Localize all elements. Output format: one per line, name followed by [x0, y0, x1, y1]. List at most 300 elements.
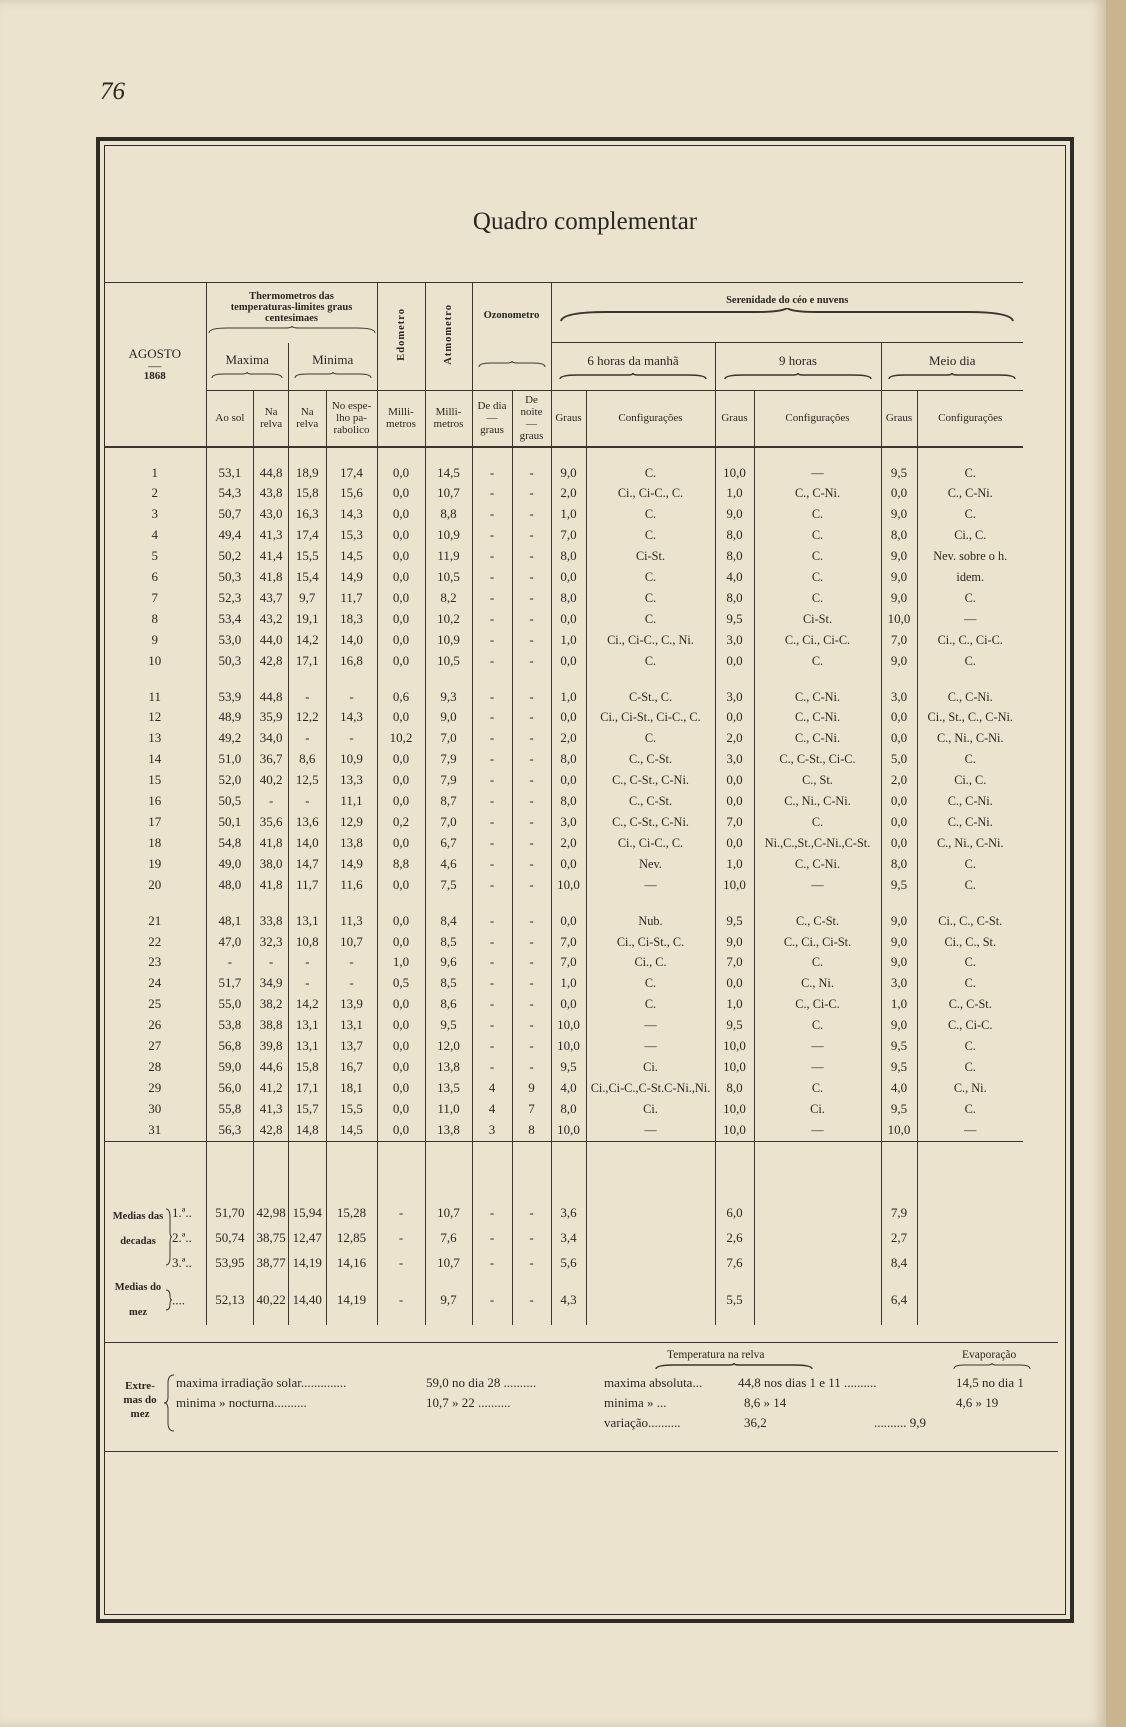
config-9h-cell: C., C-Ni. [754, 707, 881, 728]
mean-ozono-noite-cell: - [512, 1250, 551, 1275]
graus-6h-cell: 8,0 [551, 588, 586, 609]
de-noite-header [512, 391, 551, 447]
max-ao-sol-cell: 59,0 [206, 1057, 254, 1078]
mean-graus-6h-cell: 3,6 [551, 1200, 586, 1225]
max-na-relva-cell: 44,6 [254, 1057, 289, 1078]
config-9h-cell: C. [754, 588, 881, 609]
table-row [104, 525, 1023, 546]
graus-6h-cell: 7,0 [551, 525, 586, 546]
config-6h-cell: — [586, 1120, 715, 1141]
meio-dia-header [881, 343, 1023, 391]
page-title: Quadro complementar [472, 208, 698, 235]
mean-min-espelho-cell: 14,16 [326, 1250, 377, 1275]
atmometro-cell: 10,5 [425, 567, 472, 588]
spacer-cell [754, 896, 881, 911]
max-ao-sol-cell: 52,0 [206, 770, 254, 791]
graus-6h-cell: 0,0 [551, 609, 586, 630]
graus-md-cell: 9,0 [881, 546, 917, 567]
spacer-cell [586, 447, 715, 463]
graus-6h-cell: 1,0 [551, 973, 586, 994]
min-na-relva-cell: 19,1 [288, 609, 326, 630]
mean-graus-md-cell: 6,4 [881, 1275, 917, 1325]
config-9h-cell: C., C-Ni. [754, 728, 881, 749]
config-6h-cell: C. [586, 651, 715, 672]
graus-9h-cell: 10,0 [715, 1036, 754, 1057]
atmometro-cell: 9,0 [425, 707, 472, 728]
min-na-relva-cell: 13,1 [288, 911, 326, 932]
config-6h-cell: C., C-St. [586, 749, 715, 770]
mean-min-na-relva-cell: 14,40 [288, 1275, 326, 1325]
min-na-relva-cell: 12,2 [288, 707, 326, 728]
evaporacao-header: Evaporação [962, 1349, 1017, 1361]
min-na-relva-cell: - [288, 973, 326, 994]
graus-md-cell: 9,0 [881, 952, 917, 973]
graus-md-cell: 5,0 [881, 749, 917, 770]
table-row [104, 973, 1023, 994]
spacer-cell [917, 896, 1023, 911]
graus-6h-cell: 0,0 [551, 854, 586, 875]
ozono-dia-cell: - [472, 812, 512, 833]
config-md-cell: C., Ni., C-Ni. [917, 833, 1023, 854]
mean-edometro-cell: - [377, 1250, 425, 1275]
table-row [104, 854, 1023, 875]
mean-config-6h-cell [586, 1250, 715, 1275]
h6-header [551, 343, 715, 391]
min-espelho-cell: 18,1 [326, 1078, 377, 1099]
day-cell: 10 [148, 652, 162, 668]
ext-l2-a: minima » nocturna.......... [176, 1395, 307, 1410]
table-row [104, 483, 1023, 504]
config-md-cell: C., C-Ni. [917, 791, 1023, 812]
config-6h-cell: C., C-St., C-Ni. [586, 770, 715, 791]
atmometro-cell: 10,9 [425, 630, 472, 651]
mean-min-na-relva-cell: 15,94 [288, 1200, 326, 1225]
graus-9h-cell: 0,0 [715, 833, 754, 854]
graus-6h-cell: 10,0 [551, 875, 586, 896]
day-cell: 11 [148, 688, 162, 704]
graus-md-cell: 0,0 [881, 833, 917, 854]
ozono-noite-cell: - [512, 1015, 551, 1036]
table-row [104, 463, 1023, 484]
h6-label: 6 horas da manhã [587, 352, 679, 368]
mean-config-9h-cell [754, 1275, 881, 1325]
graus-md-cell: 9,5 [881, 875, 917, 896]
mean-graus-9h-cell: 6,0 [715, 1200, 754, 1225]
table-row [104, 1015, 1023, 1036]
atmometro-cell: 7,9 [425, 770, 472, 791]
ozonometro-header [472, 283, 551, 391]
day-cell: 2 [151, 485, 158, 501]
spacer-cell [472, 1141, 512, 1200]
edometro-cell: 0,5 [377, 973, 425, 994]
config-6h-cell: Ci., Ci-C., C. [586, 483, 715, 504]
graus-9h-cell: 10,0 [715, 463, 754, 484]
max-ao-sol-cell: 48,1 [206, 911, 254, 932]
max-na-relva-cell: 41,8 [254, 875, 289, 896]
config-6h-cell: C. [586, 609, 715, 630]
graus-9h-cell: 0,0 [715, 707, 754, 728]
atmometro-cell: 9,3 [425, 687, 472, 708]
spacer-cell [425, 447, 472, 463]
day-cell: 13 [148, 730, 162, 746]
atmometro-cell: 8,7 [425, 791, 472, 812]
config-6h-cell: C. [586, 973, 715, 994]
table-row [104, 609, 1023, 630]
config-md-cell: C. [917, 973, 1023, 994]
ozono-dia-cell: - [472, 854, 512, 875]
config-9h-cell: C., C-Ni. [754, 483, 881, 504]
graus-6h-cell: 8,0 [551, 1099, 586, 1120]
min-espelho-cell: 15,3 [326, 525, 377, 546]
table-row [104, 1078, 1023, 1099]
brace-icon [293, 372, 373, 380]
min-na-relva-cell: - [288, 728, 326, 749]
spacer-cell [104, 896, 206, 911]
atmometro-cell: 8,5 [425, 932, 472, 953]
graus-6h-cell: 8,0 [551, 546, 586, 567]
config-6h-cell: C. [586, 567, 715, 588]
max-ao-sol-cell: 54,8 [206, 833, 254, 854]
ozono-noite-cell: - [512, 973, 551, 994]
edometro-cell: 0,0 [377, 1099, 425, 1120]
min-espelho-cell: 10,7 [326, 932, 377, 953]
table-row [104, 651, 1023, 672]
config-md-cell: C., C-Ni. [917, 483, 1023, 504]
atmometro-cell: 8,8 [425, 504, 472, 525]
config-md-cell: C. [917, 1036, 1023, 1057]
atmometro-cell: 13,8 [425, 1120, 472, 1141]
min-na-relva-cell: 11,7 [288, 875, 326, 896]
config-6h-cell: Ci., Ci-St., Ci-C., C. [586, 707, 715, 728]
config-md-cell: C. [917, 854, 1023, 875]
max-ao-sol-cell: 56,3 [206, 1120, 254, 1141]
config-6h-cell: Ci., Ci-C., C. [586, 833, 715, 854]
de-noite-label: De noite [520, 394, 543, 419]
min-espelho-cell: 13,8 [326, 833, 377, 854]
edometro-cell: 0,0 [377, 932, 425, 953]
graus-9h-cell: 3,0 [715, 687, 754, 708]
spacer-cell [512, 1141, 551, 1200]
config-9h-cell: — [754, 875, 881, 896]
graus-md-cell: 9,5 [881, 1057, 917, 1078]
spacer-cell [254, 447, 289, 463]
atmometro-cell: 8,2 [425, 588, 472, 609]
min-espelho-cell: - [326, 687, 377, 708]
day-cell: 26 [148, 1017, 162, 1033]
config-9h-cell: C. [754, 952, 881, 973]
ext-l3-d: 36,2 [744, 1415, 767, 1430]
brace-icon [558, 373, 708, 381]
spacer-cell [715, 447, 754, 463]
min-espelho-cell: 14,3 [326, 504, 377, 525]
mean-ozono-dia-cell: - [472, 1250, 512, 1275]
atmometro-label: Atmometro [443, 304, 454, 365]
mean-graus-md-cell: 2,7 [881, 1225, 917, 1250]
config-9h-cell: Ci-St. [754, 609, 881, 630]
min-espelho-cell: - [326, 952, 377, 973]
thermo-label: Thermometros das temperaturas-limites graus centesimaes [230, 291, 353, 325]
min-na-relva-cell: 15,4 [288, 567, 326, 588]
config-6h-cell: Nev. [586, 854, 715, 875]
max-ao-sol-cell: 49,0 [206, 854, 254, 875]
mean-graus-9h-cell: 5,5 [715, 1275, 754, 1325]
table-row [104, 812, 1023, 833]
day-cell: 5 [151, 548, 158, 564]
ozono-noite-cell: - [512, 567, 551, 588]
graus-md-cell: 8,0 [881, 854, 917, 875]
min-na-relva-cell: 12,5 [288, 770, 326, 791]
edometro-cell: 0,0 [377, 994, 425, 1015]
mean-config-md-cell [917, 1250, 1023, 1275]
day-cell: 22 [148, 933, 162, 949]
spacer-cell [586, 1141, 715, 1200]
brace-icon [164, 1294, 172, 1305]
graus-9h-cell: 2,0 [715, 728, 754, 749]
min-espelho-cell: 18,3 [326, 609, 377, 630]
ozono-noite-cell: - [512, 630, 551, 651]
graus-md-cell: 9,5 [881, 1099, 917, 1120]
spacer-cell [754, 1141, 881, 1200]
max-na-relva-cell: 36,7 [254, 749, 289, 770]
spacer-cell [881, 672, 917, 687]
config-md-header: Configurações [917, 391, 1023, 447]
spacer-row [104, 1141, 1023, 1200]
min-na-relva-cell: 14,7 [288, 854, 326, 875]
brace-icon [723, 373, 873, 381]
dash: — [526, 418, 537, 431]
config-6h-cell: Ci.,Ci-C.,C-St.C-Ni.,Ni. [586, 1078, 715, 1099]
graus-md-cell: 9,0 [881, 588, 917, 609]
ozonometro-label: Ozonometro [483, 310, 540, 321]
mean-config-md-cell [917, 1275, 1023, 1325]
config-md-cell: Ci., C. [917, 770, 1023, 791]
mean-atmometro-cell: 7,6 [425, 1225, 472, 1250]
ext-l2-e: 4,6 » 19 [956, 1395, 999, 1410]
mez-dots: .... [172, 1292, 185, 1308]
table-row [104, 1099, 1023, 1120]
mez-label: Medias do mez [114, 1281, 162, 1318]
atmometro-cell: 6,7 [425, 833, 472, 854]
min-na-relva-cell: 17,1 [288, 651, 326, 672]
ozono-noite-cell: - [512, 854, 551, 875]
spacer-cell [881, 896, 917, 911]
config-9h-cell: C., C-St., Ci-C. [754, 749, 881, 770]
min-espelho-cell: 11,7 [326, 588, 377, 609]
edometro-cell: 0,0 [377, 749, 425, 770]
mean-config-6h-cell [586, 1275, 715, 1325]
graus-9h-cell: 1,0 [715, 854, 754, 875]
graus-9h-cell: 7,0 [715, 952, 754, 973]
mean-row [104, 1275, 1023, 1325]
config-md-cell: Ci., C. [917, 525, 1023, 546]
spacer-cell [254, 672, 289, 687]
ozono-dia-cell: - [472, 1015, 512, 1036]
edometro-cell: 0,2 [377, 812, 425, 833]
config-9h-cell: C. [754, 1015, 881, 1036]
maxima-label: Maxima [225, 352, 269, 368]
max-na-relva-cell: 38,2 [254, 994, 289, 1015]
config-md-cell: C. [917, 952, 1023, 973]
ozono-dia-cell: - [472, 483, 512, 504]
graus-md-cell: 0,0 [881, 812, 917, 833]
mean-atmometro-cell: 9,7 [425, 1275, 472, 1325]
ozono-dia-cell: - [472, 525, 512, 546]
graus-6h-cell: 2,0 [551, 833, 586, 854]
atmometro-cell: 7,9 [425, 749, 472, 770]
config-6h-cell: Ci-St. [586, 546, 715, 567]
mean-max-ao-sol-cell: 51,70 [206, 1200, 254, 1225]
min-na-relva-cell: 14,8 [288, 1120, 326, 1141]
config-9h-cell: Ni.,C.,St.,C-Ni.,C-St. [754, 833, 881, 854]
ozono-noite-cell: - [512, 994, 551, 1015]
min-na-relva-cell: 10,8 [288, 932, 326, 953]
graus-6h-cell: 0,0 [551, 567, 586, 588]
mean-max-ao-sol-cell: 53,95 [206, 1250, 254, 1275]
config-9h-cell: C., Ci., Ci-St. [754, 932, 881, 953]
max-ao-sol-cell: 53,0 [206, 630, 254, 651]
table-row [104, 707, 1023, 728]
brace-icon [477, 361, 547, 369]
extremes-label: Extre-mas do mez [123, 1380, 157, 1420]
ao-sol-header: Ao sol [206, 391, 254, 447]
min-na-relva-cell: 18,9 [288, 463, 326, 484]
max-na-relva-cell: 41,2 [254, 1078, 289, 1099]
graus-6h-cell: 3,0 [551, 812, 586, 833]
spacer-cell [326, 896, 377, 911]
min-espelho-cell: 14,5 [326, 546, 377, 567]
atmometro-cell: 10,9 [425, 525, 472, 546]
graus-6h-cell: 0,0 [551, 994, 586, 1015]
spacer-cell [472, 896, 512, 911]
spacer-cell [288, 672, 326, 687]
graus-md-cell: 10,0 [881, 1120, 917, 1141]
min-espelho-cell: 13,7 [326, 1036, 377, 1057]
config-md-cell: Nev. sobre o h. [917, 546, 1023, 567]
config-md-cell: C. [917, 504, 1023, 525]
config-6h-cell: C. [586, 728, 715, 749]
spacer-cell [586, 672, 715, 687]
min-na-relva-cell: 15,5 [288, 546, 326, 567]
max-ao-sol-cell: 50,3 [206, 651, 254, 672]
max-ao-sol-cell: 55,8 [206, 1099, 254, 1120]
max-na-relva-cell: - [254, 791, 289, 812]
min-espelho-cell: 14,9 [326, 854, 377, 875]
spacer-cell [917, 672, 1023, 687]
ozono-dia-cell: 4 [472, 1099, 512, 1120]
graus-6h-cell: 0,0 [551, 911, 586, 932]
min-na-relva-cell: 9,7 [288, 588, 326, 609]
min-espelho-cell: 11,1 [326, 791, 377, 812]
ozono-dia-cell: - [472, 630, 512, 651]
decada-ordinals [172, 1200, 192, 1275]
ozono-noite-cell: - [512, 546, 551, 567]
config-6h-cell: C. [586, 588, 715, 609]
mean-max-na-relva-cell: 40,22 [254, 1275, 289, 1325]
max-na-relva-cell: 43,2 [254, 609, 289, 630]
graus-9h-cell: 8,0 [715, 546, 754, 567]
graus-6h-cell: 1,0 [551, 687, 586, 708]
max-na-relva-cell: 41,3 [254, 525, 289, 546]
ext-l2-b: 10,7 » 22 .......... [426, 1395, 511, 1410]
edometro-cell: 0,0 [377, 1036, 425, 1057]
edometro-cell: 0,0 [377, 651, 425, 672]
spacer-cell [512, 896, 551, 911]
graus-9h-cell: 4,0 [715, 567, 754, 588]
config-6h-cell: Ci. [586, 1057, 715, 1078]
spacer-cell [754, 447, 881, 463]
config-6h-cell: C. [586, 463, 715, 484]
table-row [104, 833, 1023, 854]
mean-config-md-cell [917, 1225, 1023, 1250]
ext-l2-d: 8,6 » 14 [744, 1395, 787, 1410]
graus-md-cell: 8,0 [881, 525, 917, 546]
max-na-relva-cell: 44,0 [254, 630, 289, 651]
edometro-cell: 0,0 [377, 546, 425, 567]
graus-9h-cell: 9,5 [715, 911, 754, 932]
table-row [104, 875, 1023, 896]
graus-6h-cell: 8,0 [551, 791, 586, 812]
min-espelho-cell: 14,5 [326, 1120, 377, 1141]
serenidade-label: Serenidade do céo e nuvens [726, 295, 849, 306]
config-9h-cell: C. [754, 504, 881, 525]
config-md-cell: C. [917, 588, 1023, 609]
spacer-cell [377, 447, 425, 463]
min-espelho-cell: 13,1 [326, 1015, 377, 1036]
min-espelho-cell: 15,5 [326, 1099, 377, 1120]
spacer-cell [512, 672, 551, 687]
ozono-noite-cell: - [512, 791, 551, 812]
graus-9h-cell: 8,0 [715, 1078, 754, 1099]
table-row [104, 504, 1023, 525]
edometro-cell: 0,0 [377, 911, 425, 932]
ext-l1-e: 14,5 no dia 1 [956, 1375, 1024, 1390]
day-cell: 28 [148, 1058, 162, 1074]
minima-header [288, 343, 377, 391]
config-md-cell: C. [917, 651, 1023, 672]
min-espelho-cell: - [326, 973, 377, 994]
min-na-relva-cell: 14,0 [288, 833, 326, 854]
config-9h-cell: C. [754, 546, 881, 567]
edometro-cell: 0,0 [377, 1078, 425, 1099]
table-row [104, 588, 1023, 609]
edometro-cell: 0,0 [377, 707, 425, 728]
month-dash: — [148, 358, 162, 374]
table-row [104, 994, 1023, 1015]
ozono-dia-cell: - [472, 546, 512, 567]
ozono-dia-cell: - [472, 463, 512, 484]
ozono-noite-cell: - [512, 707, 551, 728]
config-9h-cell: — [754, 1036, 881, 1057]
max-ao-sol-cell: 48,9 [206, 707, 254, 728]
config-md-cell: — [917, 1120, 1023, 1141]
edometro-cell: 0,0 [377, 609, 425, 630]
graus-md-cell: 2,0 [881, 770, 917, 791]
max-na-relva-cell: - [254, 952, 289, 973]
day-cell: 25 [148, 996, 162, 1012]
graus-9h-cell: 8,0 [715, 588, 754, 609]
spacer-cell [288, 447, 326, 463]
config-md-cell: — [917, 609, 1023, 630]
spacer-row [104, 672, 1023, 687]
ozono-noite-cell: 7 [512, 1099, 551, 1120]
max-na-relva-cell: 42,8 [254, 1120, 289, 1141]
spacer-cell [206, 672, 254, 687]
brace-icon [164, 1232, 172, 1243]
edometro-cell: 0,0 [377, 1015, 425, 1036]
config-9h-cell: C., C-St. [754, 911, 881, 932]
max-na-relva-cell: 34,9 [254, 973, 289, 994]
config-md-cell: C., C-Ni. [917, 687, 1023, 708]
